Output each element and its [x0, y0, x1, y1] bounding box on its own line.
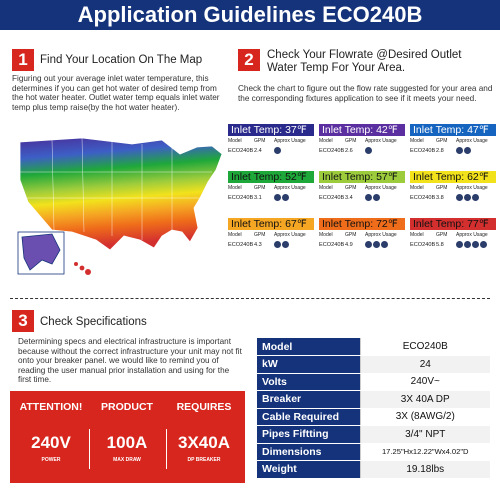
model-value: ECO240B: [228, 241, 254, 248]
model-value: ECO240B: [228, 147, 254, 154]
usage-icons: [274, 147, 314, 154]
promo-value-breaker: 3X40A: [178, 433, 230, 452]
column-header: Approx Usage: [365, 232, 397, 238]
table-row: [257, 408, 490, 426]
flow-rate-cell: [228, 124, 314, 164]
fixture-icon: [472, 194, 479, 201]
column-header: Approx Usage: [274, 232, 306, 238]
gpm-value: 2.6: [345, 147, 353, 154]
column-header: Model: [319, 138, 333, 144]
usage-icons: [456, 241, 496, 248]
fixture-icon: [365, 194, 372, 201]
cell-header: [410, 232, 496, 238]
step-number-1: 1: [12, 49, 34, 71]
spec-value: 24: [360, 356, 490, 374]
fixture-icon: [381, 241, 388, 248]
fixture-icon: [365, 241, 372, 248]
flow-rate-cell: [228, 171, 314, 211]
promo-sub-breaker: DP BREAKER: [187, 457, 221, 463]
column-header: Model: [410, 138, 424, 144]
fixture-icon: [464, 241, 471, 248]
cell-values: [228, 241, 314, 248]
table-row: [257, 426, 490, 444]
gpm-value: 4.3: [254, 241, 262, 248]
column-header: GPM: [254, 232, 266, 238]
gpm-value: 4.9: [345, 241, 353, 248]
column-header: Model: [410, 185, 424, 191]
cell-values: [319, 194, 405, 201]
spec-key: Dimensions: [257, 443, 360, 461]
spec-value: 19.18lbs: [360, 461, 490, 479]
flow-rate-cell: [319, 124, 405, 164]
usage-icons: [456, 147, 496, 154]
promo-label-requires: REQUIRES: [176, 401, 232, 413]
inlet-temp-label: Inlet Temp: 57℉: [319, 171, 405, 183]
promo-value-max-draw: 100A: [106, 433, 148, 452]
table-row: [257, 391, 490, 409]
column-header: GPM: [436, 232, 448, 238]
promo-sub-power: POWER: [41, 457, 61, 463]
cell-values: [319, 147, 405, 154]
spec-value: 3/4" NPT: [360, 426, 490, 444]
section1-text: Figuring out your average inlet water temperature, this determines if you can get hot water of desired temp from the hot water heater. Outlet water temp equals inlet water temp plus temp raise(by the hot water heater).: [12, 74, 220, 112]
section3-title: Check Specifications: [40, 316, 147, 328]
spec-key: Breaker: [257, 391, 360, 409]
us-temperature-map: [12, 132, 227, 282]
column-header: GPM: [345, 185, 357, 191]
step-number-3: 3: [12, 310, 34, 332]
table-row: [257, 356, 490, 374]
fixture-icon: [373, 241, 380, 248]
gpm-value: 5.8: [436, 241, 444, 248]
section2-text: Check the chart to figure out the flow rate suggested for your area and the corresponding fixtures application to see if it meets your need.: [238, 84, 493, 103]
usage-icons: [456, 194, 496, 201]
table-row: [257, 461, 490, 479]
column-header: GPM: [345, 138, 357, 144]
promo-label-product: PRODUCT: [101, 401, 153, 413]
cell-values: [410, 147, 496, 154]
inlet-temp-label: Inlet Temp: 47℉: [410, 124, 496, 136]
cell-values: [319, 241, 405, 248]
table-row: [257, 338, 490, 356]
column-header: Approx Usage: [274, 185, 306, 191]
spec-value: ECO240B: [360, 338, 490, 356]
column-header: Approx Usage: [365, 138, 397, 144]
fixture-icon: [464, 194, 471, 201]
flow-rate-cell: [410, 124, 496, 164]
column-header: GPM: [436, 185, 448, 191]
column-header: Approx Usage: [456, 138, 488, 144]
inlet-temp-label: Inlet Temp: 42℉: [319, 124, 405, 136]
spec-key: Weight: [257, 461, 360, 479]
cell-values: [410, 194, 496, 201]
cell-header: [228, 138, 314, 144]
alaska-inset: [22, 234, 60, 270]
gpm-value: 3.8: [436, 194, 444, 201]
usage-icons: [365, 194, 405, 201]
spec-value: 3X 40A DP: [360, 391, 490, 409]
fixture-icon: [456, 147, 463, 154]
section3-text: Determining specs and electrical infrastructure is important because without the correct infrastructure your unit may not fit onto your breaker panel. we would like to remind you of reading the user manual prior installation and using for the first time.: [18, 337, 242, 385]
cell-header: [228, 232, 314, 238]
column-header: Model: [228, 232, 242, 238]
inlet-temp-label: Inlet Temp: 52℉: [228, 171, 314, 183]
spec-value: 240V~: [360, 373, 490, 391]
spec-key: Model: [257, 338, 360, 356]
column-header: Model: [228, 185, 242, 191]
column-header: Model: [410, 232, 424, 238]
inlet-temp-label: Inlet Temp: 72℉: [319, 218, 405, 230]
cell-header: [228, 185, 314, 191]
usage-icons: [365, 147, 405, 154]
gpm-value: 3.4: [345, 194, 353, 201]
promo-separator: [89, 429, 90, 469]
flow-rate-cell: [319, 218, 405, 258]
cell-header: [319, 185, 405, 191]
promo-sub-max-draw: MAX DRAW: [113, 457, 141, 463]
gpm-value: 3.1: [254, 194, 262, 201]
spec-key: Cable Required: [257, 408, 360, 426]
model-value: ECO240B: [410, 241, 436, 248]
column-header: GPM: [436, 138, 448, 144]
step-number-2: 2: [238, 49, 260, 71]
spec-key: kW: [257, 356, 360, 374]
column-header: GPM: [345, 232, 357, 238]
model-value: ECO240B: [319, 241, 345, 248]
fixture-icon: [274, 147, 281, 154]
promo-value-power: 240V: [31, 433, 71, 452]
column-header: Approx Usage: [456, 232, 488, 238]
flow-rate-cell: [410, 218, 496, 258]
fixture-icon: [472, 241, 479, 248]
promo-separator: [166, 429, 167, 469]
flow-rate-cell: [410, 171, 496, 211]
fixture-icon: [282, 241, 289, 248]
model-value: ECO240B: [410, 147, 436, 154]
column-header: Approx Usage: [365, 185, 397, 191]
cell-header: [319, 232, 405, 238]
column-header: GPM: [254, 185, 266, 191]
gpm-value: 2.4: [254, 147, 262, 154]
spec-value: 17.25"Hx12.22"Wx4.02"D: [360, 443, 490, 461]
page-title: Application Guidelines ECO240B: [0, 0, 500, 30]
usage-icons: [274, 194, 314, 201]
cell-header: [319, 138, 405, 144]
spec-key: Pipes Fiftting: [257, 426, 360, 444]
table-row: [257, 373, 490, 391]
inlet-temp-label: Inlet Temp: 62℉: [410, 171, 496, 183]
inlet-temp-label: Inlet Temp: 77℉: [410, 218, 496, 230]
cell-values: [228, 194, 314, 201]
inlet-temp-label: Inlet Temp: 67℉: [228, 218, 314, 230]
column-header: Model: [228, 138, 242, 144]
column-header: Approx Usage: [274, 138, 306, 144]
model-value: ECO240B: [228, 194, 254, 201]
section2-title-line2: Water Temp For Your Area.: [267, 62, 406, 74]
flow-rate-cell: [319, 171, 405, 211]
fixture-icon: [274, 194, 281, 201]
section2-title-line1: Check Your Flowrate @Desired Outlet: [267, 49, 462, 61]
fixture-icon: [464, 147, 471, 154]
column-header: GPM: [254, 138, 266, 144]
model-value: ECO240B: [410, 194, 436, 201]
model-value: ECO240B: [319, 147, 345, 154]
fixture-icon: [480, 241, 487, 248]
cell-header: [410, 138, 496, 144]
cell-values: [410, 241, 496, 248]
fixture-icon: [274, 241, 281, 248]
fixture-icon: [373, 194, 380, 201]
fixture-icon: [282, 194, 289, 201]
column-header: Approx Usage: [456, 185, 488, 191]
gpm-value: 2.8: [436, 147, 444, 154]
column-header: Model: [319, 232, 333, 238]
section-divider: [10, 298, 490, 299]
cell-values: [228, 147, 314, 154]
cell-header: [410, 185, 496, 191]
spec-key: Volts: [257, 373, 360, 391]
electrical-requirements-banner: [10, 391, 245, 483]
specifications-table: [257, 338, 490, 479]
column-header: Model: [319, 185, 333, 191]
contiguous-us-shape: [20, 138, 222, 250]
model-value: ECO240B: [319, 194, 345, 201]
promo-label-attention: ATTENTION!: [19, 401, 83, 413]
flow-rate-cell: [228, 218, 314, 258]
fixture-icon: [456, 241, 463, 248]
table-row: [257, 443, 490, 461]
usage-icons: [274, 241, 314, 248]
inlet-temp-label: Inlet Temp: 37℉: [228, 124, 314, 136]
usage-icons: [365, 241, 405, 248]
spec-value: 3X (8AWG/2): [360, 408, 490, 426]
section1-title: Find Your Location On The Map: [40, 54, 203, 66]
hawaii-inset: [85, 269, 91, 275]
fixture-icon: [365, 147, 372, 154]
fixture-icon: [456, 194, 463, 201]
